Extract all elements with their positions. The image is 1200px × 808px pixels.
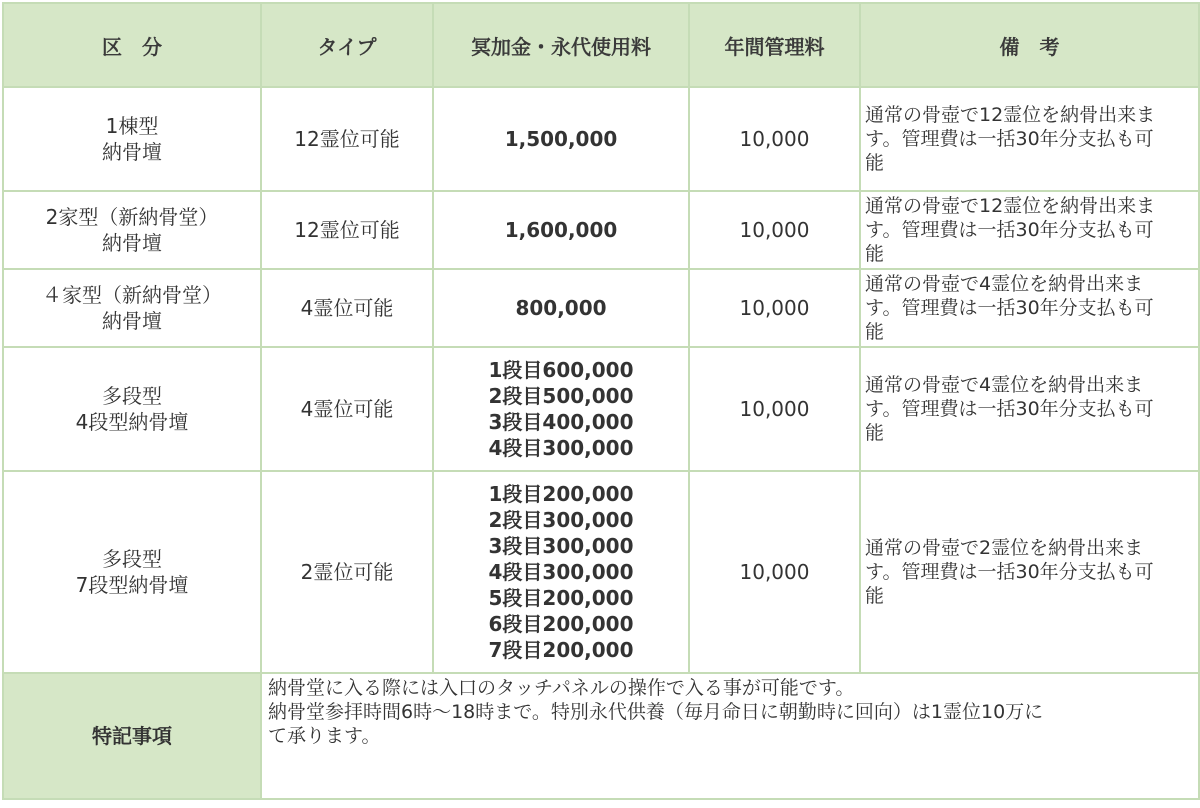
category-line: 納骨壇: [102, 309, 162, 333]
price-line: 7段目200,000: [488, 638, 634, 662]
note-line: す。管理費は一括30年分支払も可: [865, 398, 1154, 420]
annual-fee-cell: 10,000: [689, 87, 860, 191]
special-notes-body: [261, 673, 1199, 799]
annual-fee-cell: 10,000: [689, 347, 860, 471]
note-line: 能: [865, 585, 885, 607]
header-row: [3, 3, 1199, 87]
special-notes-line: 納骨堂参拝時間6時～18時まで。特別永代供養（毎月命日に朝勤時に回向）は1霊位10万に: [268, 701, 1044, 723]
price-line: 2段目300,000: [488, 508, 634, 532]
type-cell: 4霊位可能: [261, 347, 433, 471]
special-notes-line: て承ります。: [268, 725, 381, 747]
category-cell: [3, 471, 261, 673]
price-cell: [433, 87, 689, 191]
category-cell: [3, 191, 261, 269]
category-line: 1棟型: [105, 114, 159, 138]
annual-fee-cell: 10,000: [689, 191, 860, 269]
note-cell: [860, 471, 1199, 673]
price-line: 800,000: [515, 296, 607, 320]
category-line: 多段型: [102, 547, 162, 571]
note-line: 能: [865, 152, 885, 174]
table-row: [3, 87, 1199, 191]
table-row: [3, 471, 1199, 673]
type-cell: 2霊位可能: [261, 471, 433, 673]
note-line: す。管理費は一括30年分支払も可: [865, 128, 1154, 150]
price-line: 1,500,000: [504, 127, 618, 151]
price-line: 5段目200,000: [488, 586, 634, 610]
category-cell: [3, 347, 261, 471]
category-cell: [3, 269, 261, 347]
category-line: 4段型納骨壇: [75, 410, 189, 434]
note-cell: [860, 347, 1199, 471]
table-row: [3, 269, 1199, 347]
category-line: 多段型: [102, 384, 162, 408]
note-cell: [860, 191, 1199, 269]
price-cell: [433, 269, 689, 347]
table-row: [3, 347, 1199, 471]
header-type: タイプ: [261, 3, 433, 87]
note-cell: [860, 269, 1199, 347]
price-line: 1段目600,000: [488, 358, 634, 382]
price-line: 3段目400,000: [488, 410, 634, 434]
note-line: 通常の骨壺で2霊位を納骨出来ま: [865, 537, 1144, 559]
price-cell: [433, 191, 689, 269]
price-line: 2段目500,000: [488, 384, 634, 408]
price-line: 1段目200,000: [488, 482, 634, 506]
note-line: 通常の骨壺で12霊位を納骨出来ま: [865, 104, 1156, 126]
special-notes-line: 納骨堂に入る際には入口のタッチパネルの操作で入る事が可能です。: [268, 677, 855, 699]
category-line: ４家型（新納骨堂）: [42, 283, 222, 307]
note-cell: [860, 87, 1199, 191]
note-line: す。管理費は一括30年分支払も可: [865, 561, 1154, 583]
price-cell: [433, 471, 689, 673]
price-cell: [433, 347, 689, 471]
price-line: 3段目300,000: [488, 534, 634, 558]
note-line: す。管理費は一括30年分支払も可: [865, 297, 1154, 319]
price-line: 4段目300,000: [488, 560, 634, 584]
price-line: 6段目200,000: [488, 612, 634, 636]
category-line: 納骨壇: [102, 231, 162, 255]
category-line: 2家型（新納骨堂）: [45, 205, 219, 229]
price-line: 4段目300,000: [488, 436, 634, 460]
header-annual-fee: 年間管理料: [689, 3, 860, 87]
annual-fee-cell: 10,000: [689, 471, 860, 673]
header-price: 冥加金・永代使用料: [433, 3, 689, 87]
note-line: 能: [865, 422, 885, 444]
pricing-table: [2, 2, 1200, 800]
type-cell: 12霊位可能: [261, 191, 433, 269]
category-cell: [3, 87, 261, 191]
note-line: す。管理費は一括30年分支払も可: [865, 219, 1154, 241]
note-line: 通常の骨壺で4霊位を納骨出来ま: [865, 374, 1144, 396]
note-line: 能: [865, 243, 885, 265]
note-line: 能: [865, 321, 885, 343]
header-note: 備 考: [860, 3, 1199, 87]
annual-fee-cell: 10,000: [689, 269, 860, 347]
header-category: 区 分: [3, 3, 261, 87]
table-row: [3, 191, 1199, 269]
type-cell: 4霊位可能: [261, 269, 433, 347]
note-line: 通常の骨壺で4霊位を納骨出来ま: [865, 273, 1144, 295]
type-cell: 12霊位可能: [261, 87, 433, 191]
category-line: 7段型納骨壇: [75, 573, 189, 597]
category-line: 納骨壇: [102, 140, 162, 164]
price-line: 1,600,000: [504, 218, 618, 242]
special-notes-label: 特記事項: [3, 673, 261, 799]
note-line: 通常の骨壺で12霊位を納骨出来ま: [865, 195, 1156, 217]
special-notes-row: [3, 673, 1199, 799]
